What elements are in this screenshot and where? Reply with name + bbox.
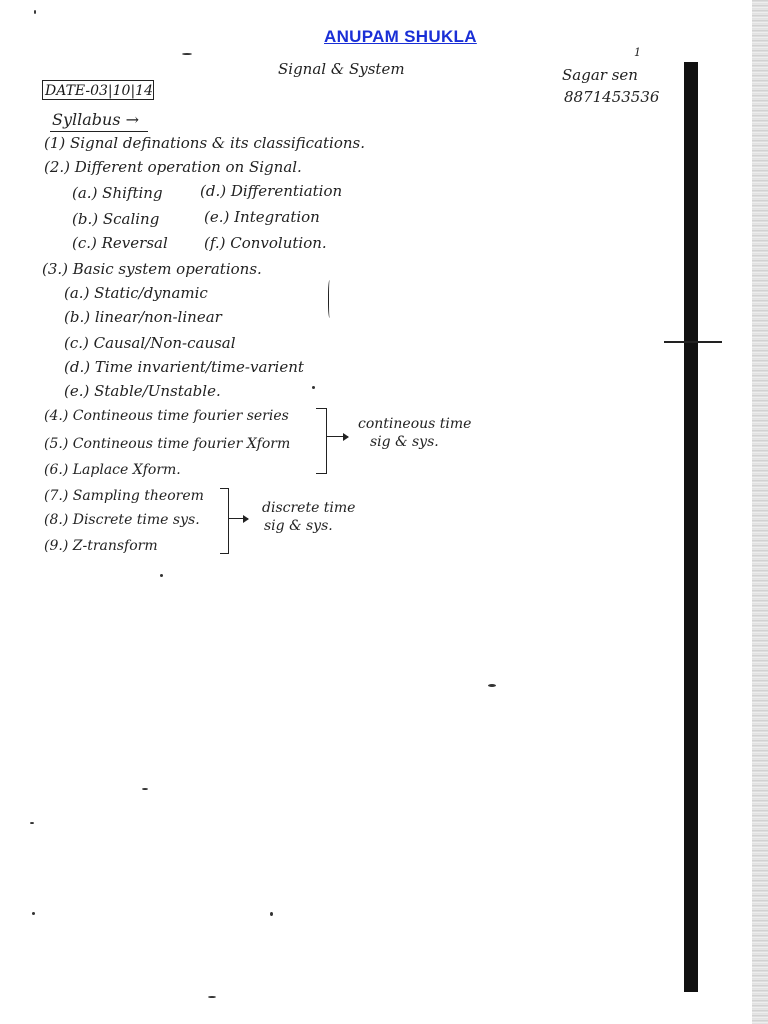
subject-title: Signal & System (278, 60, 405, 78)
scan-speck (30, 822, 34, 824)
scan-speck (312, 386, 315, 389)
item-8: (8.) Discrete time sys. (44, 512, 200, 528)
syllabus-heading: Syllabus → (52, 110, 140, 129)
item-7: (7.) Sampling theorem (44, 488, 204, 504)
discrete-brace (220, 488, 229, 554)
item-2c: (c.) Reversal (72, 234, 168, 252)
item-3: (3.) Basic system operations. (42, 260, 262, 278)
item-3d: (d.) Time invarient/time-varient (64, 358, 304, 376)
scan-speck (34, 10, 36, 14)
item-2d: (d.) Differentiation (200, 182, 343, 200)
item-3a: (a.) Static/dynamic (64, 284, 208, 302)
author-phone: 8871453536 (564, 88, 660, 106)
margin-bar (684, 62, 698, 992)
scan-speck (32, 912, 35, 915)
margin-tick (664, 341, 722, 343)
item-3c: (c.) Causal/Non-causal (64, 334, 236, 352)
item-2a: (a.) Shifting (72, 184, 163, 202)
item-2f: (f.) Convolution. (204, 234, 327, 252)
item-3b: (b.) linear/non-linear (64, 308, 222, 326)
author-name: Sagar sen (562, 66, 638, 84)
item-3e: (e.) Stable/Unstable. (64, 382, 221, 400)
continuous-label-1: contineous time (358, 416, 472, 432)
date-box: DATE-03|10|14 (42, 80, 154, 100)
page-edge-shadow (752, 0, 768, 1024)
scan-speck (270, 912, 273, 916)
discrete-label-2: sig & sys. (264, 518, 333, 534)
item-4: (4.) Contineous time fourier series (44, 408, 289, 424)
scan-speck (182, 53, 192, 55)
item-9: (9.) Z-transform (44, 538, 158, 554)
scan-speck (488, 684, 496, 687)
item-1: (1) Signal definations & its classifications. (44, 134, 366, 152)
syllabus-underline (50, 131, 148, 132)
continuous-arrow (326, 436, 348, 437)
page-number: 1 (634, 46, 641, 59)
discrete-arrow (228, 518, 248, 519)
item-2: (2.) Different operation on Signal. (44, 158, 302, 176)
item-5: (5.) Contineous time fourier Xform (44, 436, 291, 452)
header-title: ANUPAM SHUKLA (324, 27, 477, 46)
scan-speck (160, 574, 163, 577)
stray-mark (328, 280, 332, 318)
discrete-label-1: discrete time (262, 500, 356, 516)
item-2b: (b.) Scaling (72, 210, 160, 228)
item-2e: (e.) Integration (204, 208, 320, 226)
item-6: (6.) Laplace Xform. (44, 462, 181, 478)
continuous-label-2: sig & sys. (370, 434, 439, 450)
scan-speck (142, 788, 148, 790)
continuous-brace (316, 408, 327, 474)
scan-speck (208, 996, 216, 998)
